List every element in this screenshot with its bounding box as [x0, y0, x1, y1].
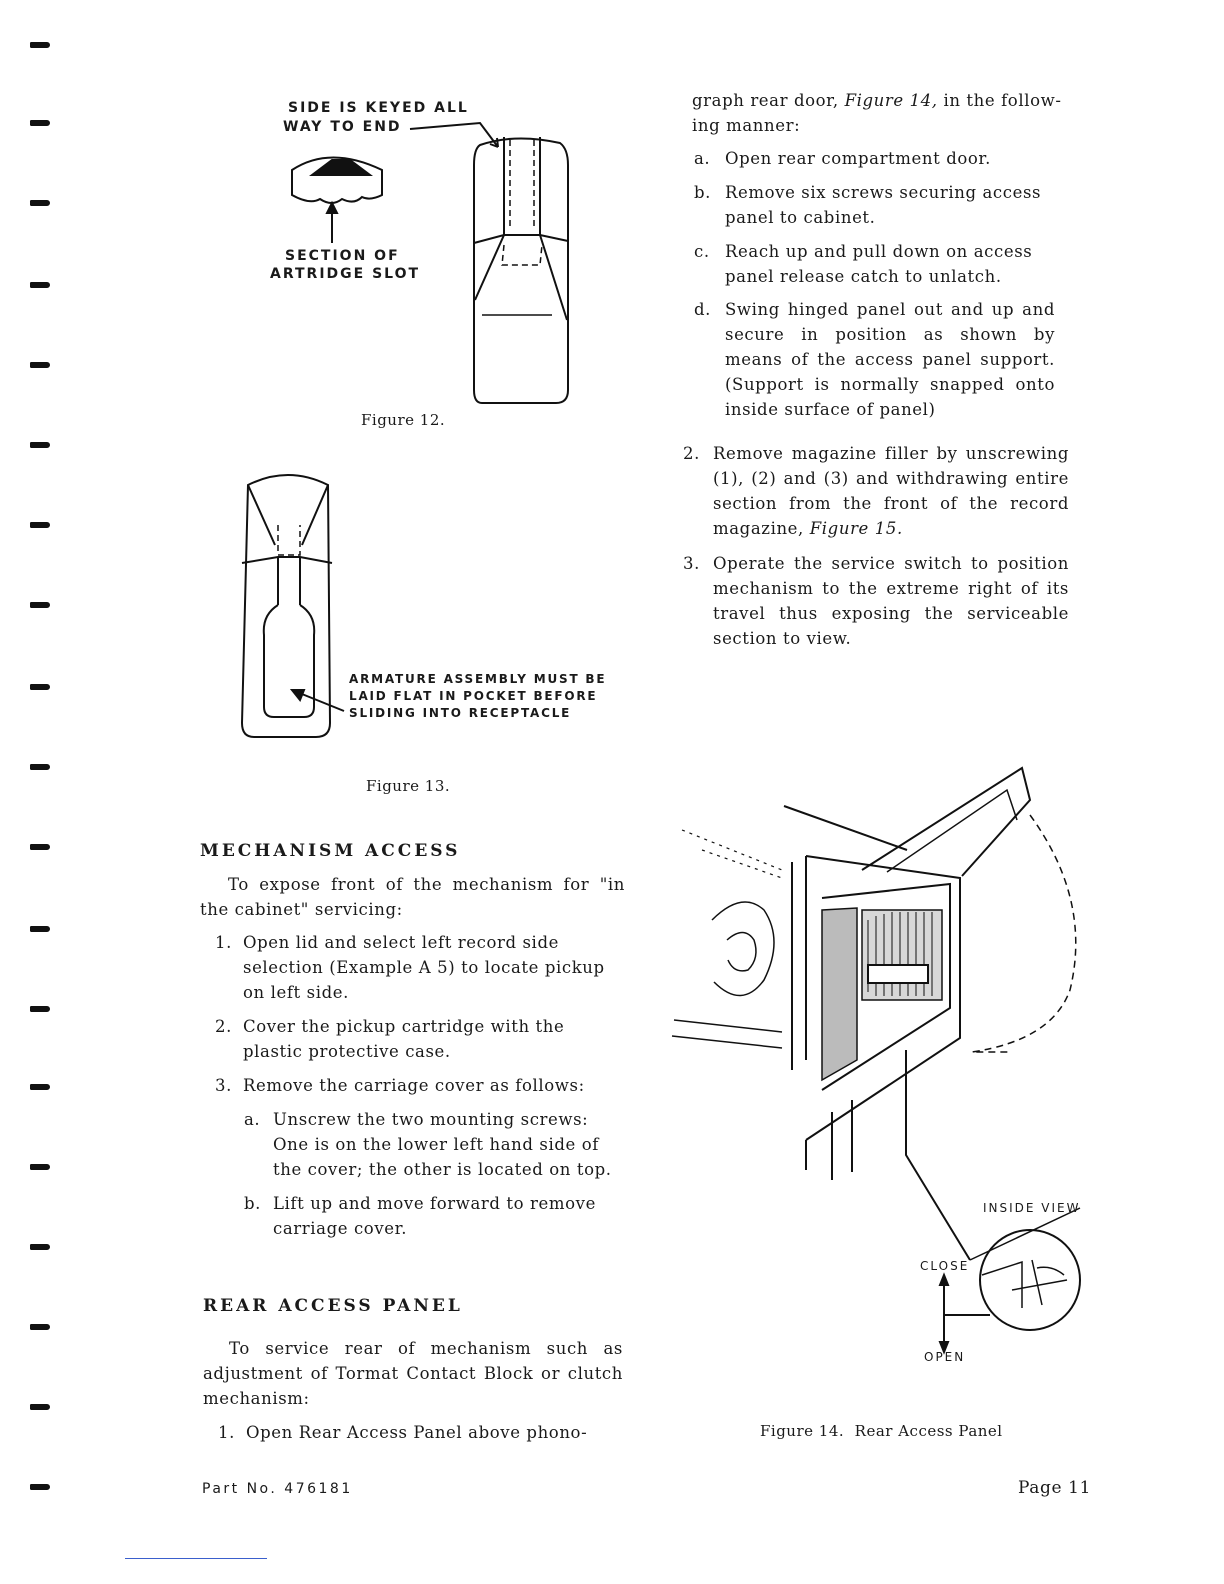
rear-access-heading: REAR ACCESS PANEL [203, 1296, 463, 1316]
rear-access-intro: To service rear of mechanism such as adjustment of Tormat Contact Block or clutch mechanism: [203, 1339, 623, 1408]
rear-substep-b-letter: b. [694, 183, 712, 202]
mechanism-substep-a-letter: a. [244, 1110, 261, 1129]
rear-step-1-text: Open Rear Access Panel above phono- [246, 1423, 588, 1442]
figure-12-drawing [270, 115, 580, 415]
mechanism-step-3-number: 3. [215, 1076, 232, 1095]
rear-substep-b-text: Remove six screws securing access panel to cabinet. [725, 183, 1042, 227]
rear-step-1-number: 1. [218, 1423, 235, 1442]
footer-page-number: Page 11 [1018, 1478, 1091, 1498]
rear-step-1-cont-text: graph rear door, [692, 91, 839, 110]
mechanism-substep-b-letter: b. [244, 1194, 262, 1213]
figure-13-note-line3: SLIDING INTO RECEPTACLE [349, 706, 572, 720]
mechanism-access-intro: To expose front of the mechanism for "in the cabinet" servicing: [200, 875, 625, 919]
figure-12-label-keyed-line1: SIDE IS KEYED ALL [288, 100, 469, 116]
rear-substep-a-text: Open rear compartment door. [725, 149, 991, 168]
figure-12-label-keyed-line2: WAY TO END [283, 119, 402, 135]
mechanism-step-2-text: Cover the pickup cartridge with the plastic protective case. [243, 1017, 565, 1061]
rear-step-2-number: 2. [683, 444, 700, 463]
rear-substep-c-text: Reach up and pull down on access panel release catch to unlatch. [725, 242, 1033, 286]
mechanism-step-1-number: 1. [215, 933, 232, 952]
rear-step-2-body [713, 441, 1069, 541]
figure-12-label-section-line2: ARTRIDGE SLOT [270, 266, 421, 282]
rear-substep-d-text: Swing hinged panel out and up and secure in position as shown by means of the access panel support. (Support is normally snapped onto inside surface of panel) [725, 300, 1055, 419]
figure-14-label-inside-view: INSIDE VIEW [983, 1201, 1081, 1215]
rear-substep-d-letter: d. [694, 300, 712, 319]
bottom-rule [125, 1558, 267, 1559]
rear-step-1-cont-line2: ing manner: [692, 116, 801, 135]
figure-14-label-close: CLOSE [920, 1259, 970, 1273]
figure-13-caption: Figure 13. [366, 777, 451, 795]
figure-14-label-open: OPEN [924, 1350, 966, 1364]
mechanism-substep-b-text: Lift up and move forward to remove carriage cover. [273, 1194, 596, 1238]
mechanism-step-1-text: Open lid and select left record side selection (Example A 5) to locate pickup on left side. [243, 933, 605, 1002]
rear-step-1-cont-line1 [692, 88, 1062, 113]
rear-substep-c-letter: c. [694, 242, 710, 261]
figure-14-reference: Figure 14, [844, 91, 938, 110]
mechanism-step-2-number: 2. [215, 1017, 232, 1036]
figure-12-label-section-line1: SECTION OF [285, 248, 400, 264]
figure-15-reference: Figure 15. [809, 519, 903, 538]
rear-step-3-number: 3. [683, 554, 700, 573]
figure-14-caption: Figure 14. Rear Access Panel [760, 1422, 1003, 1440]
figure-12-caption: Figure 12. [361, 411, 446, 429]
rear-step-3-text: Operate the service switch to position mechanism to the extreme right of its travel thus exposing the serviceable section to view. [713, 554, 1069, 648]
rear-step-1-cont-text-2: in the follow- [943, 91, 1062, 110]
rear-substep-a-letter: a. [694, 149, 711, 168]
rear-step-2-text: Remove magazine filler by unscrewing (1), (2) and (3) and withdrawing entire section from the front of the record magazine, [713, 444, 1069, 538]
figure-13-note-line2: LAID FLAT IN POCKET BEFORE [349, 689, 598, 703]
mechanism-step-3-text: Remove the carriage cover as follows: [243, 1076, 585, 1095]
figure-14-drawing [672, 760, 1092, 1380]
mechanism-substep-a-text: Unscrew the two mounting screws: One is on the lower left hand side of the cover; the other is located on top. [273, 1110, 612, 1179]
mechanism-access-heading: MECHANISM ACCESS [200, 841, 461, 861]
footer-part-number: Part No. 476181 [202, 1481, 353, 1497]
figure-13-note-line1: ARMATURE ASSEMBLY MUST BE [349, 672, 607, 686]
